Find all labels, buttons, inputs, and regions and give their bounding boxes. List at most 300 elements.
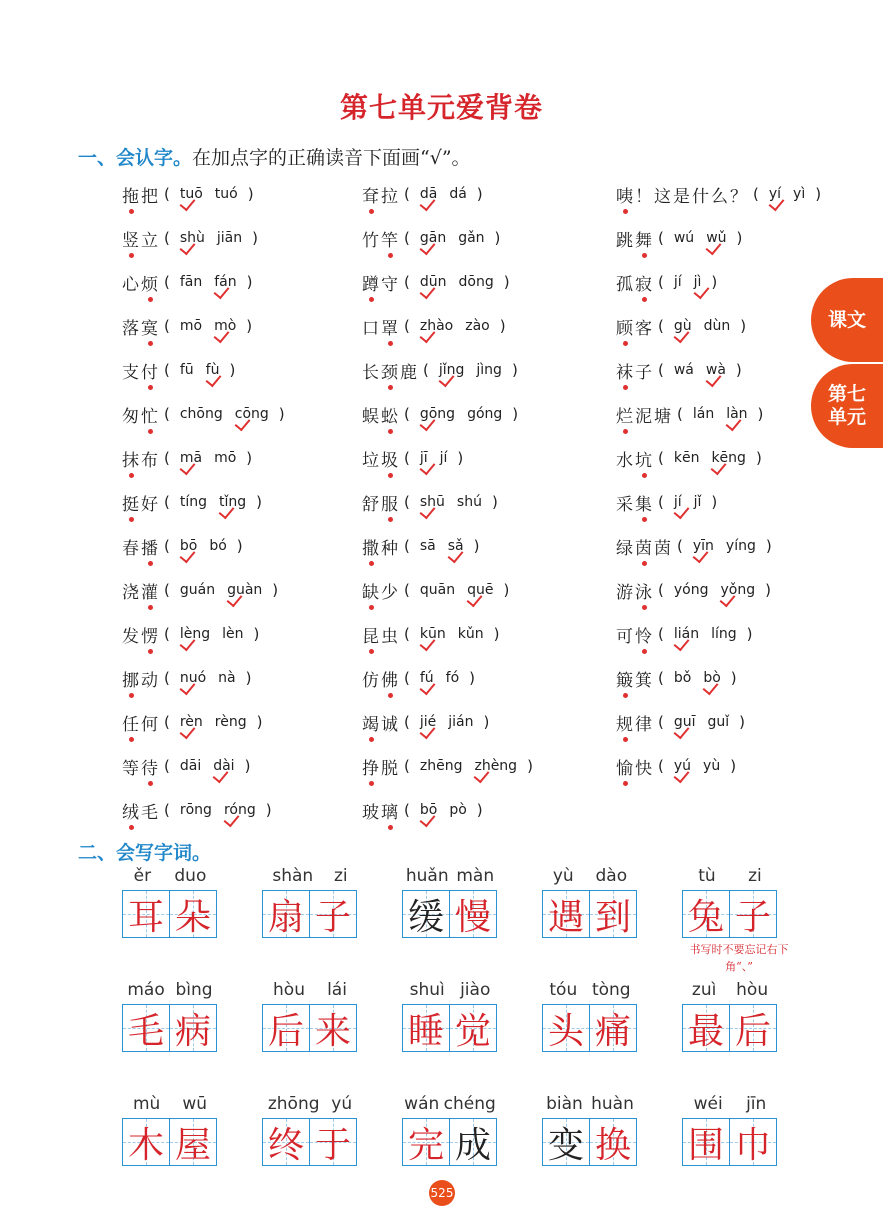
pinyin-option[interactable]: zhēng <box>419 758 463 774</box>
close-paren: ) <box>815 185 822 203</box>
pinyin-option[interactable]: mō <box>179 318 203 334</box>
close-paren: ) <box>483 713 490 731</box>
character: 来 <box>314 1010 351 1052</box>
item-word: 袜子 <box>616 358 654 383</box>
emphasis-dot <box>388 253 393 258</box>
character-box[interactable] <box>402 1118 450 1166</box>
checked-pinyin-option[interactable]: bō <box>179 538 198 554</box>
checked-pinyin-option[interactable]: yí <box>768 186 782 202</box>
close-paren: ) <box>246 449 253 467</box>
item-word: 撒种 <box>362 534 400 559</box>
pinyin-option[interactable]: bǒ <box>673 670 692 686</box>
emphasis-dot <box>623 781 628 786</box>
checked-pinyin-option[interactable]: gù <box>673 318 692 334</box>
emphasis-dot <box>642 649 647 654</box>
item-word: 竭诚 <box>362 710 400 735</box>
character: 成 <box>454 1124 491 1166</box>
checked-pinyin-option[interactable]: jié <box>419 714 437 730</box>
checked-pinyin-option[interactable]: zhào <box>419 318 454 334</box>
item-word: 挺好 <box>122 490 160 515</box>
emphasis-dot <box>623 385 628 390</box>
close-paren: ) <box>740 317 747 335</box>
character: 木 <box>127 1124 164 1166</box>
emphasis-dot <box>148 429 153 434</box>
pinyin-syllable: tòng <box>591 980 631 1000</box>
close-paren: ) <box>476 185 483 203</box>
character-box[interactable] <box>542 1004 590 1052</box>
pinyin-option[interactable]: lèn <box>222 626 244 642</box>
recognition-item <box>616 534 822 559</box>
recognition-item <box>362 622 616 647</box>
item-word: 耷拉 <box>362 182 400 207</box>
emphasis-dot <box>148 341 153 346</box>
recognition-item <box>122 798 362 823</box>
checked-pinyin-option[interactable]: nuó <box>179 670 207 686</box>
recognition-item <box>616 314 822 339</box>
pinyin-option[interactable]: jìng <box>476 362 502 378</box>
character: 子 <box>314 896 351 938</box>
pinyin-option[interactable]: yíng <box>725 538 756 554</box>
pinyin-option[interactable]: kǔn <box>457 626 484 642</box>
checked-pinyin-option[interactable]: tuō <box>179 186 203 202</box>
recognition-item <box>616 358 822 383</box>
word-pinyin <box>122 1094 218 1116</box>
pinyin-option[interactable]: pò <box>449 802 467 818</box>
close-paren: ) <box>272 581 279 599</box>
pinyin-syllable: shàn <box>272 866 314 886</box>
character: 朵 <box>174 896 211 938</box>
character-box[interactable] <box>122 1118 170 1166</box>
open-paren: ( <box>164 361 170 379</box>
emphasis-dot <box>148 781 153 786</box>
close-paren: ) <box>757 405 764 423</box>
open-paren: ( <box>404 537 410 555</box>
checked-pinyin-option[interactable]: wà <box>705 362 726 378</box>
checked-pinyin-option[interactable]: làn <box>726 406 748 422</box>
writing-note: 书写时不要忘记右下角“、” <box>689 943 789 973</box>
pinyin-option[interactable]: guán <box>179 582 216 598</box>
checked-pinyin-option[interactable]: bō <box>419 802 438 818</box>
recognition-item <box>362 402 616 427</box>
emphasis-dot <box>642 297 647 302</box>
checked-pinyin-option[interactable]: shù <box>179 230 205 246</box>
character-box[interactable] <box>170 890 217 938</box>
pinyin-syllable: zuì <box>691 980 717 1000</box>
checked-pinyin-option[interactable]: kēng <box>711 450 746 466</box>
close-paren: ) <box>236 537 243 555</box>
checked-pinyin-option[interactable]: gān <box>419 230 447 246</box>
checked-pinyin-option[interactable]: jí <box>673 494 682 510</box>
checked-pinyin-option[interactable]: fú <box>419 670 434 686</box>
character-box[interactable] <box>170 1004 217 1052</box>
checked-pinyin-option[interactable]: guī <box>673 714 696 730</box>
item-word: 蹲守 <box>362 270 400 295</box>
item-word: 任何 <box>122 710 160 735</box>
pinyin-option[interactable]: dōng <box>458 274 494 290</box>
section-1-instruction: 在加点字的正确读音下面画“√”。 <box>192 147 471 169</box>
character-box[interactable] <box>730 1118 777 1166</box>
word-pinyin <box>262 866 358 888</box>
writing-row <box>122 1094 822 1208</box>
recognition-item <box>616 446 822 471</box>
pinyin-option[interactable]: lán <box>692 406 715 422</box>
character-box[interactable] <box>590 1118 637 1166</box>
character-box[interactable] <box>262 1118 310 1166</box>
word-pinyin <box>682 980 778 1002</box>
character-box[interactable] <box>450 1004 497 1052</box>
pinyin-syllable: chéng <box>443 1094 496 1114</box>
character-box[interactable] <box>682 890 730 938</box>
open-paren: ( <box>404 713 410 731</box>
emphasis-dot <box>388 429 393 434</box>
character-box[interactable] <box>402 1004 450 1052</box>
checked-pinyin-option[interactable]: fán <box>214 274 237 290</box>
character: 缓 <box>407 896 444 938</box>
open-paren: ( <box>658 669 664 687</box>
pinyin-syllable: yú <box>331 1094 353 1114</box>
pinyin-option[interactable]: chōng <box>179 406 223 422</box>
recognition-row <box>122 392 822 436</box>
recognition-item <box>616 270 822 295</box>
checked-pinyin-option[interactable]: yǒng <box>720 582 756 598</box>
pinyin-syllable: ěr <box>133 866 152 886</box>
item-word: 舒服 <box>362 490 400 515</box>
pinyin-syllable: hòu <box>273 980 305 1000</box>
close-paren: ) <box>511 361 518 379</box>
writing-word <box>262 980 402 1094</box>
pinyin-option[interactable]: jián <box>448 714 474 730</box>
item-word: 可怜 <box>616 622 654 647</box>
open-paren: ( <box>404 581 410 599</box>
pinyin-syllable: zhōng <box>267 1094 320 1114</box>
writing-word <box>122 866 262 980</box>
character-box[interactable] <box>402 890 450 938</box>
close-paren: ) <box>730 669 737 687</box>
open-paren: ( <box>404 801 410 819</box>
checked-pinyin-option[interactable]: mā <box>179 450 203 466</box>
item-word: 发愣 <box>122 622 160 647</box>
pinyin-option[interactable]: kēn <box>673 450 700 466</box>
recognition-item <box>362 710 616 735</box>
pinyin-option[interactable]: yóng <box>673 582 709 598</box>
recognition-row <box>122 348 822 392</box>
recognition-item <box>362 226 616 251</box>
pinyin-option[interactable]: wá <box>673 362 694 378</box>
checked-pinyin-option[interactable]: fù <box>205 362 220 378</box>
close-paren: ) <box>476 801 483 819</box>
item-word: 蜈蚣 <box>362 402 400 427</box>
character-box[interactable] <box>310 890 357 938</box>
checked-pinyin-option[interactable]: yú <box>673 758 692 774</box>
pinyin-option[interactable]: guǐ <box>707 714 730 730</box>
pinyin-option[interactable]: fū <box>179 362 194 378</box>
recognition-item <box>616 710 822 735</box>
checked-pinyin-option[interactable]: kūn <box>419 626 446 642</box>
pinyin-syllable: mù <box>132 1094 161 1114</box>
open-paren: ( <box>164 581 170 599</box>
pinyin-option[interactable]: rōng <box>179 802 212 818</box>
close-paren: ) <box>244 757 251 775</box>
character-box[interactable] <box>590 1004 637 1052</box>
recognition-item <box>122 622 362 647</box>
open-paren: ( <box>404 229 410 247</box>
pinyin-syllable: wū <box>182 1094 207 1114</box>
character: 终 <box>267 1124 304 1166</box>
open-paren: ( <box>164 449 170 467</box>
emphasis-dot <box>642 605 647 610</box>
emphasis-dot <box>388 473 393 478</box>
tianzige-boxes <box>682 1118 822 1166</box>
character-box[interactable] <box>262 890 310 938</box>
pinyin-option[interactable]: jǐ <box>693 494 702 510</box>
writing-word <box>682 866 822 980</box>
word-pinyin <box>262 1094 358 1116</box>
pinyin-syllable: máo <box>127 980 165 1000</box>
open-paren: ( <box>404 757 410 775</box>
character-box[interactable] <box>450 1118 497 1166</box>
pinyin-option[interactable]: tuó <box>214 186 238 202</box>
emphasis-dot <box>623 693 628 698</box>
emphasis-dot <box>369 209 374 214</box>
writing-word <box>122 1094 262 1208</box>
character-box[interactable] <box>542 890 590 938</box>
item-word: 顾客 <box>616 314 654 339</box>
item-word: 挪动 <box>122 666 160 691</box>
checked-pinyin-option[interactable]: jì <box>693 274 702 290</box>
pinyin-option[interactable]: quān <box>419 582 456 598</box>
pinyin-syllable: huǎn <box>405 866 449 886</box>
pinyin-syllable: lái <box>327 980 347 1000</box>
open-paren: ( <box>658 229 664 247</box>
recognition-item <box>362 358 616 383</box>
close-paren: ) <box>711 273 718 291</box>
item-word: 竖立 <box>122 226 160 251</box>
pinyin-option[interactable]: zào <box>465 318 490 334</box>
open-paren: ( <box>164 229 170 247</box>
word-pinyin <box>682 1094 778 1116</box>
open-paren: ( <box>164 273 170 291</box>
recognition-item <box>362 446 616 471</box>
pinyin-option[interactable]: shú <box>456 494 482 510</box>
pinyin-option[interactable]: yì <box>793 186 806 202</box>
pinyin-syllable: zi <box>748 866 762 886</box>
emphasis-dot <box>148 561 153 566</box>
checked-pinyin-option[interactable]: dā <box>419 186 438 202</box>
open-paren: ( <box>404 273 410 291</box>
character-box[interactable] <box>262 1004 310 1052</box>
tianzige-boxes <box>542 1118 682 1166</box>
recognition-item <box>616 754 822 779</box>
writing-word <box>402 980 542 1094</box>
checked-pinyin-option[interactable]: gōng <box>419 406 456 422</box>
open-paren: ( <box>164 669 170 687</box>
recognition-item <box>122 182 362 207</box>
pinyin-option[interactable]: dá <box>449 186 467 202</box>
close-paren: ) <box>527 757 533 775</box>
close-paren: ) <box>736 229 743 247</box>
tianzige-boxes <box>542 890 682 938</box>
recognition-item <box>122 490 362 515</box>
page-title: 第七单元爱背卷 <box>339 91 543 124</box>
open-paren: ( <box>164 625 170 643</box>
checked-pinyin-option[interactable]: bò <box>703 670 721 686</box>
recognition-item <box>122 226 362 251</box>
writing-word <box>682 980 822 1094</box>
recognition-row <box>122 216 822 260</box>
checked-pinyin-option[interactable]: shū <box>419 494 445 510</box>
item-word: 咦！这是什么？ <box>616 182 749 207</box>
emphasis-dot <box>623 341 628 346</box>
close-paren: ) <box>711 493 718 511</box>
pinyin-option[interactable]: yù <box>703 758 721 774</box>
item-word: 竹竿 <box>362 226 400 251</box>
item-word: 采集 <box>616 490 654 515</box>
checked-pinyin-option[interactable]: tǐng <box>219 494 247 510</box>
recognition-item <box>362 666 616 691</box>
recognition-item <box>616 490 822 515</box>
checked-pinyin-option[interactable]: dūn <box>419 274 447 290</box>
close-paren: ) <box>246 317 253 335</box>
pinyin-option[interactable]: sā <box>419 538 436 554</box>
open-paren: ( <box>164 405 170 423</box>
open-paren: ( <box>164 493 170 511</box>
emphasis-dot <box>642 517 647 522</box>
open-paren: ( <box>404 185 410 203</box>
checked-pinyin-option[interactable]: zhèng <box>474 758 518 774</box>
recognition-item <box>616 622 822 647</box>
character-box[interactable] <box>730 1004 777 1052</box>
checked-pinyin-option[interactable]: yīn <box>692 538 714 554</box>
character: 巾 <box>734 1124 771 1166</box>
character-box[interactable] <box>682 1004 730 1052</box>
close-paren: ) <box>730 757 737 775</box>
writing-word <box>542 1094 682 1208</box>
pinyin-syllable: huàn <box>591 1094 634 1114</box>
character-box[interactable] <box>730 890 777 938</box>
checked-pinyin-option[interactable]: dài <box>213 758 235 774</box>
item-word: 水坑 <box>616 446 654 471</box>
character-box[interactable] <box>170 1118 217 1166</box>
pinyin-option[interactable]: jí <box>439 450 448 466</box>
close-paren: ) <box>245 669 252 687</box>
pinyin-option[interactable]: jí <box>673 274 682 290</box>
pinyin-option[interactable]: tíng <box>179 494 207 510</box>
character-box[interactable] <box>542 1118 590 1166</box>
character-box[interactable] <box>590 890 637 938</box>
pinyin-option[interactable]: mō <box>214 450 237 466</box>
section-1-heading <box>78 143 471 170</box>
pinyin-option[interactable]: wú <box>673 230 695 246</box>
checked-pinyin-option[interactable]: jī <box>419 450 428 466</box>
character-box[interactable] <box>122 890 170 938</box>
checked-pinyin-option[interactable]: quē <box>467 582 494 598</box>
character: 觉 <box>454 1010 491 1052</box>
checked-pinyin-option[interactable]: rèn <box>179 714 203 730</box>
pinyin-option[interactable]: líng <box>711 626 737 642</box>
tab-lesson[interactable]: 课文 <box>811 278 883 362</box>
pinyin-option[interactable]: dāi <box>179 758 202 774</box>
pinyin-option[interactable]: jiān <box>216 230 243 246</box>
open-paren: ( <box>753 185 759 203</box>
recognition-item <box>122 270 362 295</box>
character-box[interactable] <box>122 1004 170 1052</box>
open-paren: ( <box>658 493 664 511</box>
pinyin-option[interactable]: fó <box>445 670 460 686</box>
recognition-item <box>362 182 616 207</box>
emphasis-dot <box>388 825 393 830</box>
open-paren: ( <box>164 801 170 819</box>
checked-pinyin-option[interactable]: guàn <box>227 582 263 598</box>
emphasis-dot <box>148 649 153 654</box>
item-word: 心烦 <box>122 270 160 295</box>
checked-pinyin-option[interactable]: lèng <box>179 626 211 642</box>
checked-pinyin-option[interactable]: lián <box>673 626 700 642</box>
pinyin-option[interactable]: gǎn <box>458 230 485 246</box>
checked-pinyin-option[interactable]: mò <box>214 318 237 334</box>
pinyin-option[interactable]: dùn <box>703 318 731 334</box>
recognition-row <box>122 172 822 216</box>
pinyin-syllable: duo <box>174 866 207 886</box>
emphasis-dot <box>129 693 134 698</box>
close-paren: ) <box>457 449 464 467</box>
checked-pinyin-option[interactable]: cōng <box>234 406 269 422</box>
item-word: 规律 <box>616 710 654 735</box>
recognition-item <box>122 358 362 383</box>
checked-pinyin-option[interactable]: wǔ <box>706 230 727 246</box>
pinyin-option[interactable]: fān <box>179 274 203 290</box>
character-box[interactable] <box>310 1118 357 1166</box>
emphasis-dot <box>369 781 374 786</box>
open-paren: ( <box>658 625 664 643</box>
emphasis-dot <box>642 561 647 566</box>
recognition-item <box>122 578 362 603</box>
character: 到 <box>594 896 631 938</box>
word-pinyin <box>542 1094 638 1116</box>
writing-word <box>402 1094 542 1208</box>
character-box[interactable] <box>310 1004 357 1052</box>
recognition-item <box>122 666 362 691</box>
pinyin-option[interactable]: nà <box>218 670 236 686</box>
tab-unit-7[interactable]: 第七 单元 <box>811 364 883 448</box>
word-pinyin <box>262 980 358 1002</box>
character-box[interactable] <box>450 890 497 938</box>
recognition-row <box>122 436 822 480</box>
emphasis-dot <box>148 297 153 302</box>
tianzige-boxes <box>682 1004 822 1052</box>
tianzige-boxes <box>122 1004 262 1052</box>
pinyin-option[interactable]: rèng <box>214 714 247 730</box>
recognition-item <box>362 490 616 515</box>
word-pinyin <box>122 980 218 1002</box>
open-paren: ( <box>658 581 664 599</box>
item-word: 垃圾 <box>362 446 400 471</box>
writing-word <box>402 866 542 980</box>
character-box[interactable] <box>682 1118 730 1166</box>
character: 变 <box>547 1124 584 1166</box>
checked-pinyin-option[interactable]: jǐng <box>438 362 465 378</box>
checked-pinyin-option[interactable]: róng <box>223 802 256 818</box>
checked-pinyin-option[interactable]: sǎ <box>447 538 464 554</box>
close-paren: ) <box>746 625 753 643</box>
writing-word <box>262 1094 402 1208</box>
emphasis-dot <box>129 737 134 742</box>
pinyin-option[interactable]: góng <box>467 406 503 422</box>
emphasis-dot <box>369 561 374 566</box>
emphasis-dot <box>642 253 647 258</box>
recognition-item <box>122 710 362 735</box>
open-paren: ( <box>423 361 429 379</box>
pinyin-option[interactable]: bó <box>209 538 227 554</box>
